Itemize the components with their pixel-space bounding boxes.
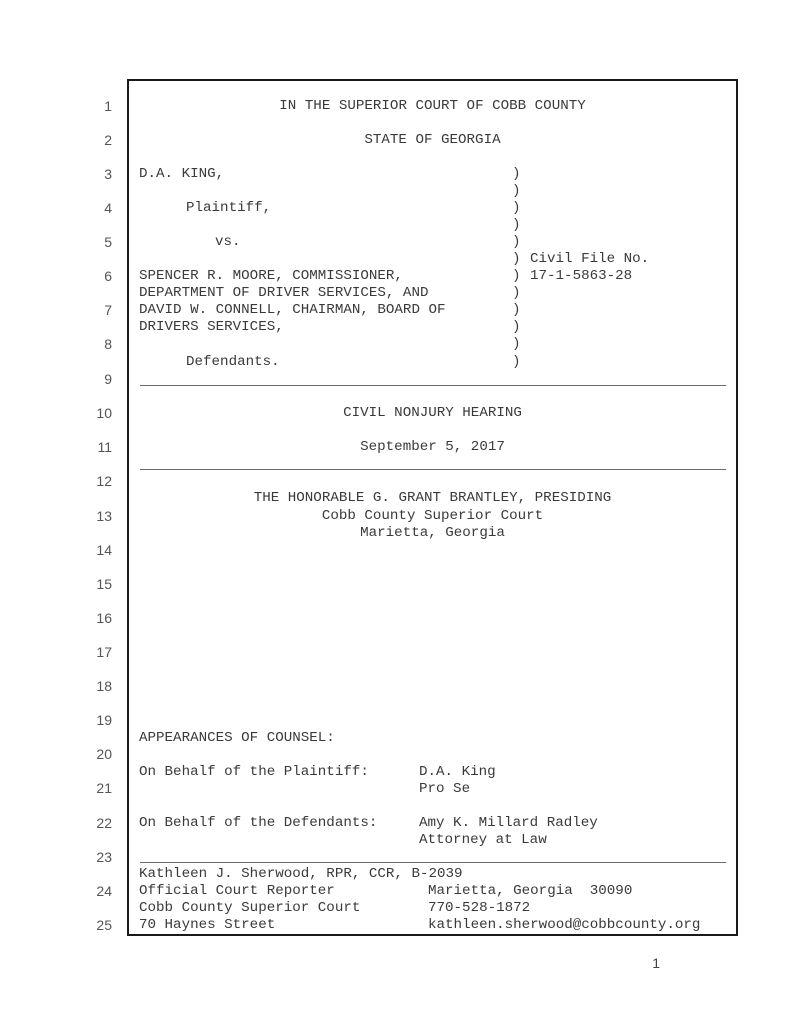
hearing-date: September 5, 2017 <box>360 439 505 455</box>
line-number: 15 <box>96 576 112 592</box>
line-number: 3 <box>104 166 112 182</box>
reporter-name: Kathleen J. Sherwood, RPR, CCR, B-2039 <box>139 866 463 882</box>
defendant-line: DEPARTMENT OF DRIVER SERVICES, AND <box>139 285 429 301</box>
line-number: 22 <box>96 815 112 831</box>
reporter-email: kathleen.sherwood@cobbcounty.org <box>428 917 701 933</box>
line-number: 10 <box>96 405 112 421</box>
defendant-role: Defendants. <box>186 354 280 370</box>
page-number: 1 <box>652 955 660 971</box>
line-number: 16 <box>96 610 112 626</box>
reporter-street: 70 Haynes Street <box>139 917 276 933</box>
caption-paren: ) <box>512 251 521 267</box>
defendant-line: DRIVERS SERVICES, <box>139 319 284 335</box>
caption-paren: ) <box>512 234 521 250</box>
civil-file-label: Civil File No. <box>530 251 650 267</box>
line-number: 23 <box>96 849 112 865</box>
line-number: 7 <box>104 302 112 318</box>
line-number: 13 <box>96 508 112 524</box>
appearances-heading: APPEARANCES OF COUNSEL: <box>139 730 335 746</box>
versus: vs. <box>215 234 241 250</box>
caption-paren: ) <box>512 285 521 301</box>
divider <box>140 469 726 470</box>
line-number: 1 <box>104 98 112 114</box>
caption-paren: ) <box>512 354 521 370</box>
caption-paren: ) <box>512 166 521 182</box>
court-heading: IN THE SUPERIOR COURT OF COBB COUNTY <box>279 98 586 114</box>
caption-paren: ) <box>512 302 521 318</box>
line-number: 9 <box>104 371 112 387</box>
caption-paren: ) <box>512 319 521 335</box>
line-number: 5 <box>104 234 112 250</box>
hearing-title: CIVIL NONJURY HEARING <box>343 405 522 421</box>
reporter-title: Official Court Reporter <box>139 883 335 899</box>
line-number: 14 <box>96 542 112 558</box>
presiding-judge: THE HONORABLE G. GRANT BRANTLEY, PRESIDING <box>253 490 612 506</box>
line-number: 4 <box>104 200 112 216</box>
line-number: 21 <box>96 780 112 796</box>
plaintiff-role: Plaintiff, <box>186 200 272 216</box>
plaintiff-counsel: D.A. King <box>419 764 496 780</box>
line-number: 12 <box>96 473 112 489</box>
caption-paren: ) <box>512 183 521 199</box>
divider <box>140 385 726 386</box>
line-number: 17 <box>96 644 112 660</box>
caption-paren: ) <box>512 268 521 284</box>
plaintiff-name: D.A. KING, <box>139 166 225 182</box>
plaintiff-counsel-title: Pro Se <box>419 781 471 797</box>
line-number: 8 <box>104 336 112 352</box>
plaintiff-appearance-label: On Behalf of the Plaintiff: <box>139 764 369 780</box>
line-number: 6 <box>104 268 112 284</box>
caption-paren: ) <box>512 200 521 216</box>
reporter-city: Marietta, Georgia 30090 <box>428 883 633 899</box>
reporter-court: Cobb County Superior Court <box>139 900 361 916</box>
caption-paren: ) <box>512 217 521 233</box>
defendants-counsel: Amy K. Millard Radley <box>419 815 598 831</box>
defendant-line: DAVID W. CONNELL, CHAIRMAN, BOARD OF <box>139 302 446 318</box>
defendants-appearance-label: On Behalf of the Defendants: <box>139 815 378 831</box>
line-number: 18 <box>96 678 112 694</box>
divider <box>140 862 726 863</box>
line-number: 2 <box>104 132 112 148</box>
line-number: 24 <box>96 883 112 899</box>
line-number: 25 <box>96 917 112 933</box>
line-number: 20 <box>96 746 112 762</box>
caption-paren: ) <box>512 336 521 352</box>
line-number: 19 <box>96 712 112 728</box>
defendants-counsel-title: Attorney at Law <box>419 832 547 848</box>
presiding-location: Marietta, Georgia <box>360 525 505 541</box>
line-number: 11 <box>97 439 112 455</box>
state-heading: STATE OF GEORGIA <box>364 132 501 148</box>
defendant-line: SPENCER R. MOORE, COMMISSIONER, <box>139 268 403 284</box>
presiding-court: Cobb County Superior Court <box>321 508 544 524</box>
reporter-phone: 770-528-1872 <box>428 900 531 916</box>
civil-file-number: 17-1-5863-28 <box>530 268 633 284</box>
